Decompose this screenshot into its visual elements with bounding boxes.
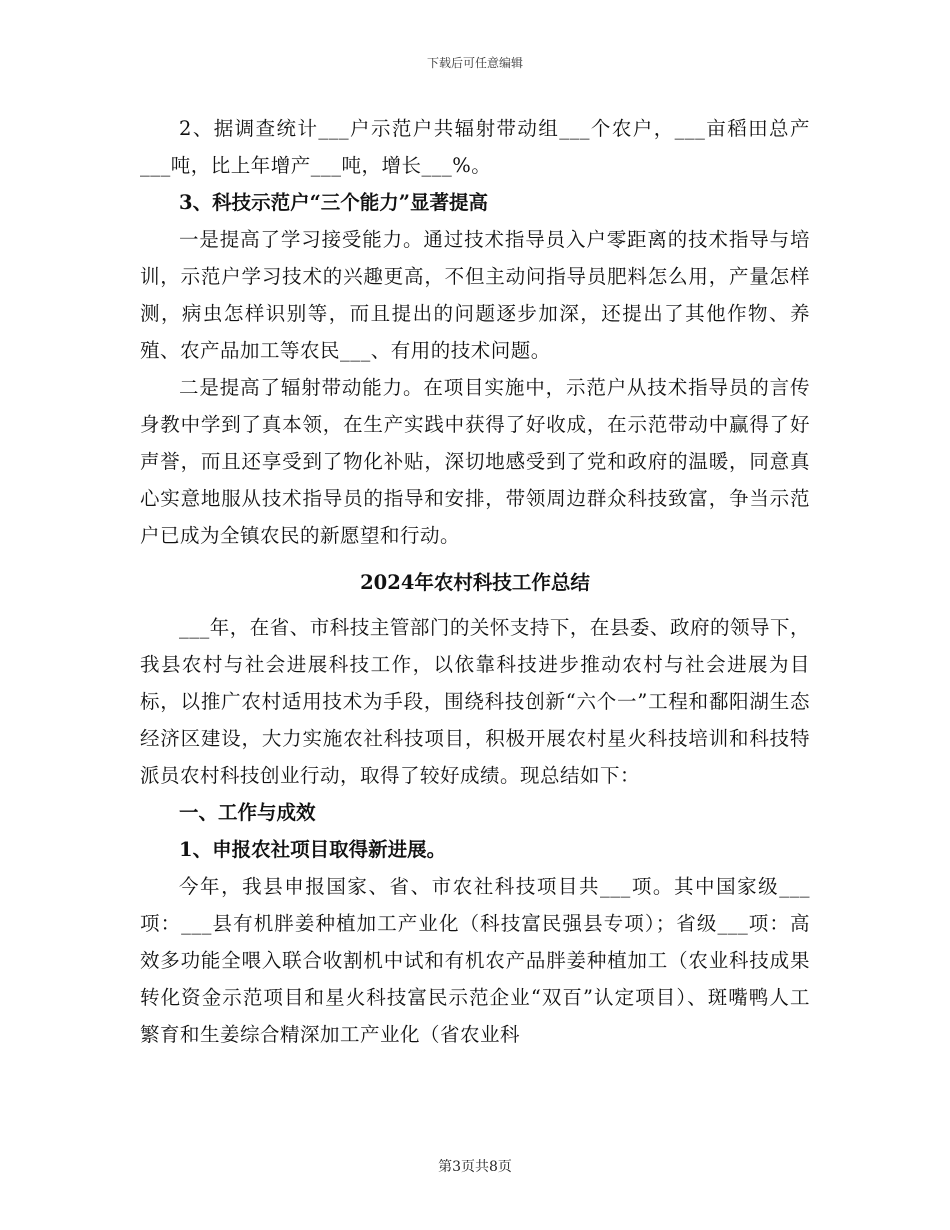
paragraph-radiating-ability: 二是提高了辐射带动能力。在项目实施中，示范户从技术指导员的言传身教中学到了真本领，在生产实践中获得了好收成，在示范带动中赢得了好声誉，而且还享受到了物化补贴，深切地感受到了党和政府的温暖，同意真心实意地服从技术指导员的指导和安排，带领周边群众科技致富，争当示范户已成为全镇农民的新愿望和行动。: [140, 376, 810, 547]
heading-project-application: 1、申报农社项目取得新进展。: [179, 838, 447, 861]
paragraph-intro: ___年，在省、市科技主管部门的关怀支持下，在县委、政府的领导下，我县农村与社会进展科技工作，以依靠科技进步推动农村与社会进展为目标，以推广农村适用技术为手段，围绕科技创新“六个一”工程和鄱阳湖生态经济区建设，大力实施农社科技项目，积极开展农村星火科技培训和科技特派员农村科技创业行动，取得了较好成绩。现总结如下：: [140, 616, 810, 787]
document-title: 2024年农村科技工作总结: [360, 571, 590, 594]
heading-work-results: 一、工作与成效: [179, 801, 316, 824]
paragraph-projects: 今年，我县申报国家、省、市农社科技项目共___项。其中国家级___项：___县有机胖姜种植加工产业化（科技富民强县专项）；省级___项：高效多功能全喂入联合收割机中试和有机农产品胖姜种植加工（农业科技成果转化资金示范项目和星火科技富民示范企业“双百”认定项目）、斑嘴鸭人工繁育和生姜综合精深加工产业化（省农业科: [140, 875, 810, 1046]
page-footer: 第3页共8页: [438, 1159, 512, 1175]
document-body: [140, 110, 810, 1053]
page-header: 下载后可任意编辑: [426, 56, 523, 70]
heading-three-abilities: 3、科技示范户“三个能力”显著提高: [179, 191, 489, 214]
paragraph-learning-ability: 一是提高了学习接受能力。通过技术指导员入户零距离的技术指导与培训，示范户学习技术的兴趣更高，不但主动问指导员肥料怎么用，产量怎样测，病虫怎样识别等，而且提出的问题逐步加深，还提出了其他作物、养殖、农产品加工等农民___、有用的技术问题。: [140, 228, 810, 362]
paragraph-survey-stats: 2、据调查统计___户示范户共辐射带动组___个农户，___亩稻田总产___吨，比上年增产___吨，增长___%。: [140, 117, 810, 177]
